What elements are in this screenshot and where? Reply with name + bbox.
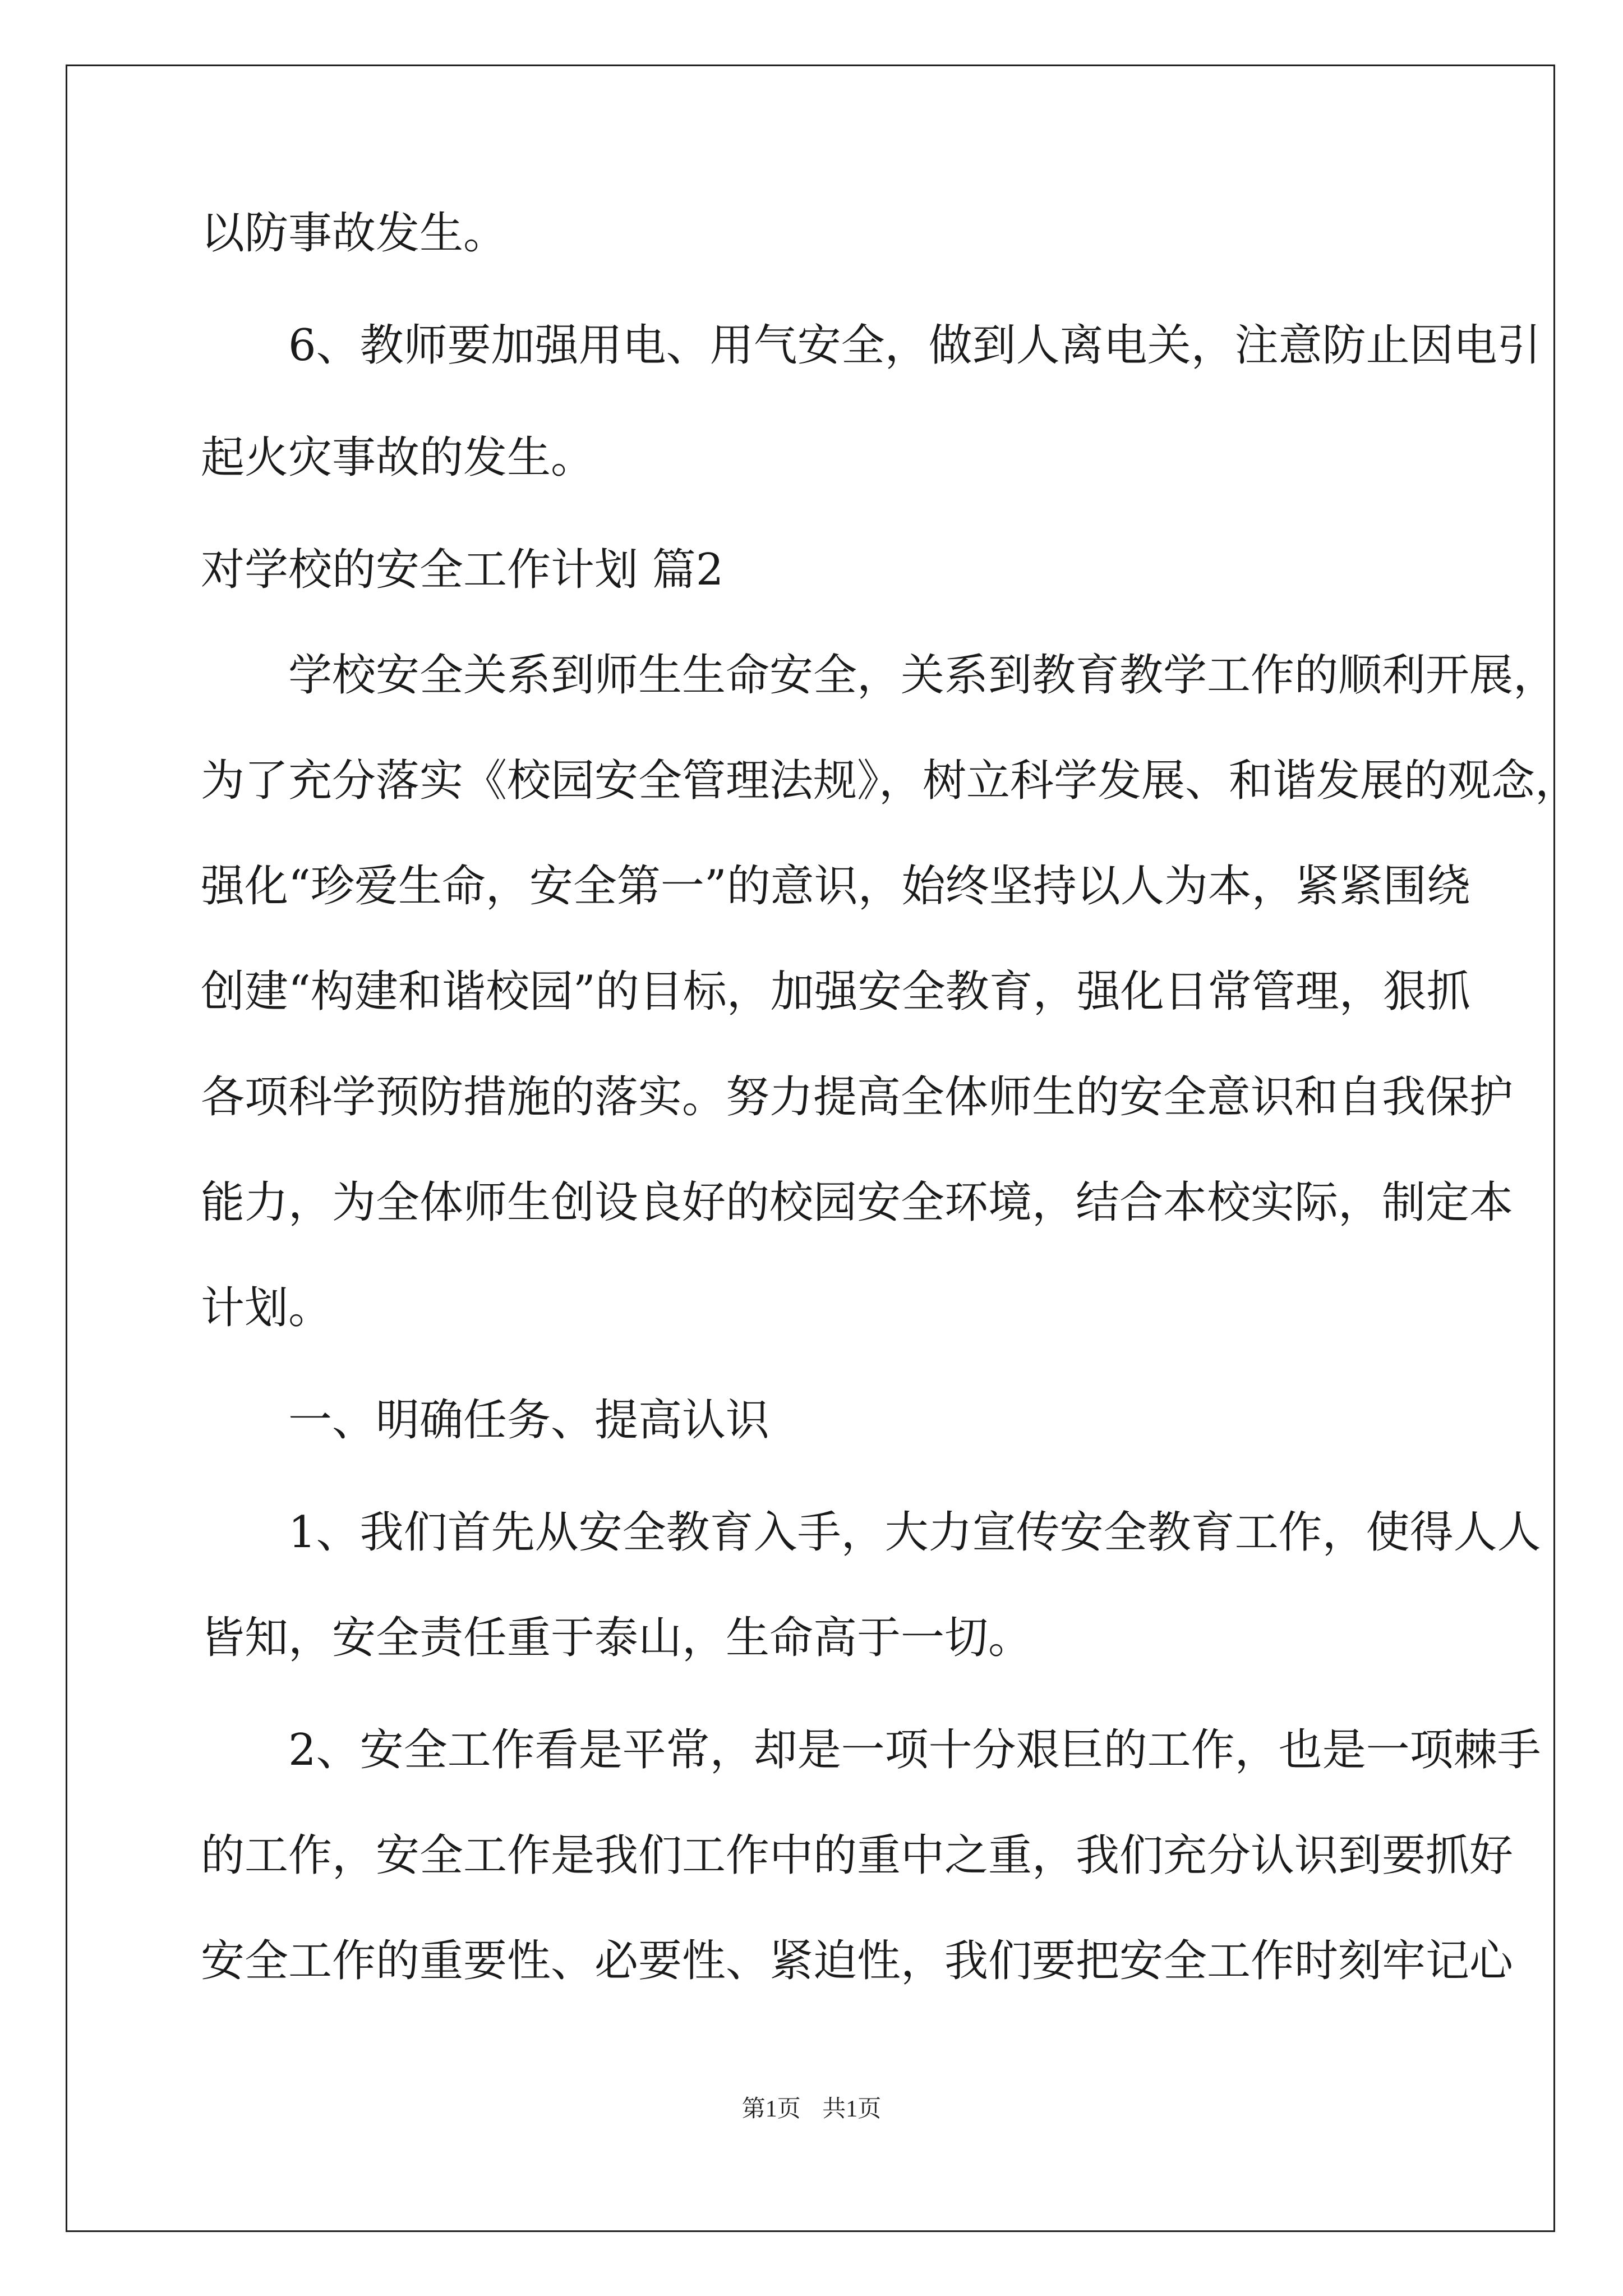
text-line: 1、我们首先从安全教育入手，大力宣传安全教育工作，使得人人: [201, 1507, 1541, 1558]
text-line: 的工作，安全工作是我们工作中的重中之重，我们充分认识到要抓好: [201, 1830, 1514, 1881]
text-line: 强化“珍爱生命，安全第一”的意识，始终坚持以人为本，紧紧围绕: [201, 861, 1470, 912]
text-line: 创建“构建和谐校园”的目标，加强安全教育，强化日常管理，狠抓: [201, 967, 1470, 1017]
page-footer: [0, 2092, 1623, 2126]
text-line: 能力，为全体师生创设良好的校园安全环境，结合本校实际，制定本: [201, 1177, 1514, 1228]
text-line: 安全工作的重要性、必要性、紧迫性，我们要把安全工作时刻牢记心: [201, 1936, 1514, 1986]
text-line: 2、安全工作看是平常，却是一项十分艰巨的工作，也是一项棘手: [201, 1725, 1541, 1775]
page-border: [66, 65, 1579, 2232]
text-line: 为了充分落实《校园安全管理法规》，树立科学发展、和谐发展的观念，: [201, 756, 1579, 806]
page-number-current: 第1页: [741, 2096, 801, 2122]
text-line: 起火灾事故的发生。: [201, 432, 595, 483]
text-line: 皆知，安全责任重于泰山，生命高于一切。: [201, 1613, 1032, 1663]
text-line: 一、明确任务、提高认识: [201, 1395, 770, 1446]
text-line: 各项科学预防措施的落实。努力提高全体师生的安全意识和自我保护: [201, 1072, 1514, 1122]
text-line: 6、教师要加强用电、用气安全，做到人离电关，注意防止因电引: [201, 320, 1541, 371]
text-line: 计划。: [201, 1283, 333, 1333]
page-number-total: 共1页: [822, 2096, 882, 2122]
text-line: 学校安全关系到师生生命安全，关系到教育教学工作的顺利开展，: [201, 650, 1557, 701]
section-heading: 对学校的安全工作计划 篇2: [201, 545, 724, 595]
text-line: 以防事故发生。: [201, 208, 508, 259]
